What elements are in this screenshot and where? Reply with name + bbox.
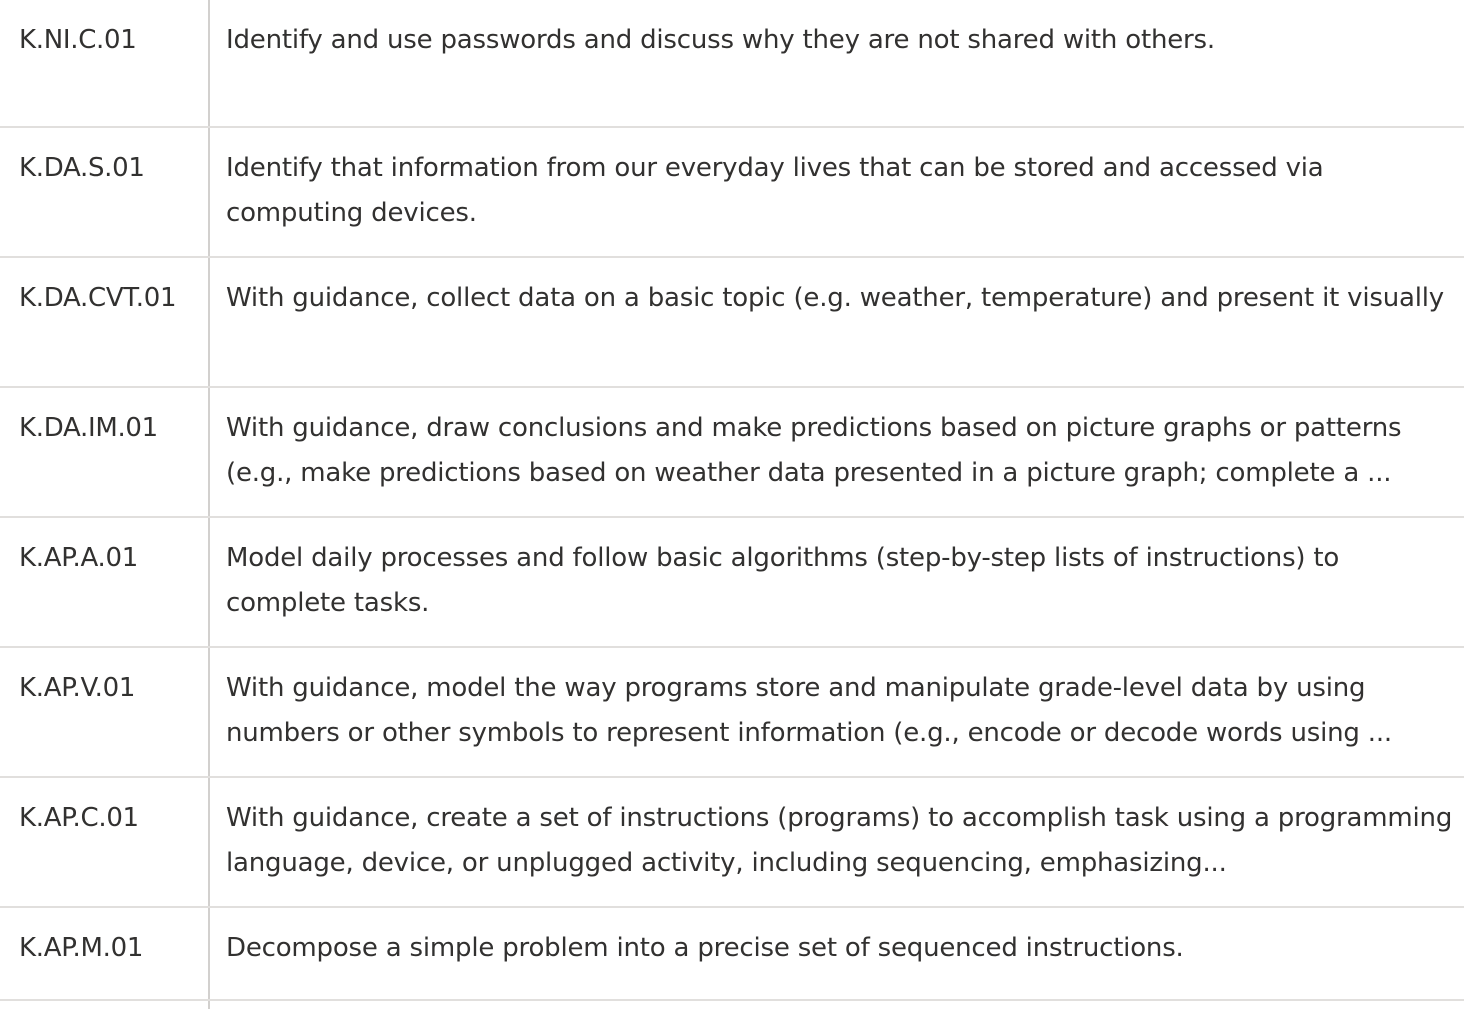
standard-code: K.AP.C.01 (0, 778, 210, 906)
table-row[interactable] (0, 258, 1464, 388)
standard-code: K.DA.CVT.01 (0, 258, 210, 386)
standard-code: K.DA.IM.01 (0, 388, 210, 516)
table-row[interactable] (0, 778, 1464, 908)
table-row[interactable] (0, 648, 1464, 778)
table-row[interactable] (0, 908, 1464, 1001)
standard-description: With guidance, create a set of instructions (programs) to accomplish task using a programming language, device, or unplugged activity, including sequencing, emphasizing... (226, 803, 1453, 878)
table-row[interactable] (0, 0, 1464, 128)
table-row[interactable] (0, 128, 1464, 258)
standard-description: With guidance, collect data on a basic topic (e.g. weather, temperature) and present it visually (226, 283, 1444, 313)
standard-description: With guidance, model the way programs store and manipulate grade-level data by using numbers or other symbols to represent information (e.g., encode or decode words using ... (226, 673, 1392, 748)
standard-code: K.AP.A.01 (0, 518, 210, 646)
standard-description: Model daily processes and follow basic algorithms (step-by-step lists of instructions) to complete tasks. (226, 543, 1340, 618)
standard-code: K.DA.S.01 (0, 128, 210, 256)
standard-code: K.NI.C.01 (0, 0, 210, 126)
table-row[interactable] (0, 388, 1464, 518)
standard-code: K.AP.V.01 (0, 648, 210, 776)
column-divider (0, 1001, 210, 1009)
standard-description: Identify and use passwords and discuss why they are not shared with others. (226, 25, 1215, 55)
standard-description: Identify that information from our everyday lives that can be stored and accessed via computing devices. (226, 153, 1324, 228)
standard-description: Decompose a simple problem into a precise set of sequenced instructions. (226, 933, 1184, 963)
table-row[interactable] (0, 518, 1464, 648)
table-row-partial (0, 1001, 1464, 1009)
standard-code: K.AP.M.01 (0, 908, 210, 999)
row-filler (210, 1001, 1464, 1009)
standard-description: With guidance, draw conclusions and make predictions based on picture graphs or patterns (e.g., make predictions based on weather data presented in a picture graph; complete a ... (226, 413, 1402, 488)
